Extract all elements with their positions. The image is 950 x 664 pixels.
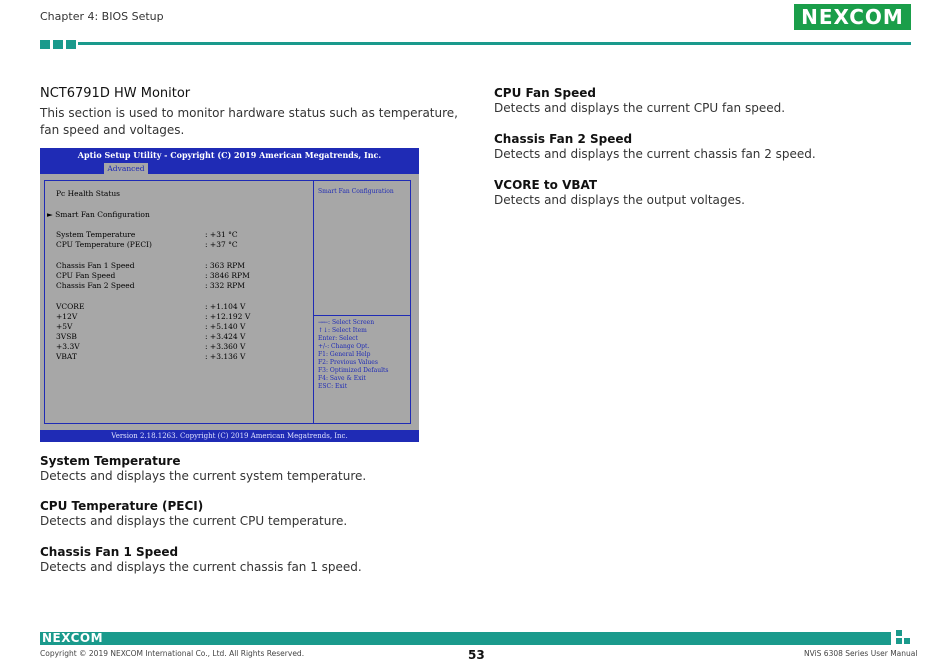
copyright: Copyright © 2019 NEXCOM International Co., Ltd. All Rights Reserved. bbox=[40, 649, 305, 658]
bios-row-value: : +3.360 V bbox=[205, 342, 246, 351]
bios-footer: Version 2.18.1263. Copyright (C) 2019 American Megatrends, Inc. bbox=[40, 430, 419, 442]
bios-row-label: VBAT bbox=[56, 352, 77, 361]
bios-row-label: +5V bbox=[56, 322, 73, 331]
header-square bbox=[53, 40, 63, 49]
bios-row-value: : +37 °C bbox=[205, 240, 238, 249]
section-intro: This section is used to monitor hardware status such as temperature, fan speed and voltages. bbox=[40, 106, 458, 137]
bios-row-label: CPU Fan Speed bbox=[56, 271, 116, 280]
item-text: Detects and displays the output voltages. bbox=[494, 193, 745, 207]
bios-row-label: Chassis Fan 1 Speed bbox=[56, 261, 135, 270]
header-rule bbox=[78, 42, 911, 45]
bios-key-hint: →←: Select Screen bbox=[318, 319, 375, 326]
item-text: Detects and displays the current chassis fan 1 speed. bbox=[40, 560, 362, 574]
bios-row-value: : +5.140 V bbox=[205, 322, 246, 331]
item-heading: VCORE to VBAT bbox=[494, 178, 598, 192]
bios-row-label: VCORE bbox=[56, 302, 85, 311]
bios-row-label: CPU Temperature (PECI) bbox=[56, 240, 152, 249]
item-text: Detects and displays the current CPU temperature. bbox=[40, 514, 348, 528]
bios-row-value: : +31 °C bbox=[205, 230, 238, 239]
bios-row-label: +12V bbox=[56, 312, 78, 321]
bios-row-label: Chassis Fan 2 Speed bbox=[56, 281, 135, 290]
chapter-title: Chapter 4: BIOS Setup bbox=[40, 10, 164, 23]
footer-square bbox=[896, 630, 902, 636]
bios-submenu-smart-fan[interactable]: ► Smart Fan Configuration bbox=[47, 210, 150, 219]
item-heading: CPU Fan Speed bbox=[494, 86, 596, 100]
section-title: NCT6791D HW Monitor bbox=[40, 86, 191, 101]
item-text: Detects and displays the current CPU fan speed. bbox=[494, 101, 786, 115]
bios-divider bbox=[313, 180, 314, 424]
bios-row-value: : +3.136 V bbox=[205, 352, 246, 361]
page-number: 53 bbox=[468, 648, 485, 662]
bios-row-value: : +12.192 V bbox=[205, 312, 251, 321]
bios-section-heading: Pc Health Status bbox=[56, 189, 121, 198]
bios-key-hint: +/-: Change Opt. bbox=[318, 343, 370, 350]
bios-row-label: 3VSB bbox=[56, 332, 77, 341]
footer-bar bbox=[40, 632, 891, 645]
bios-key-hint: F2: Previous Values bbox=[318, 359, 378, 366]
bios-key-hint: ↑↓: Select Item bbox=[318, 327, 367, 334]
bios-key-hint: ESC: Exit bbox=[318, 383, 348, 390]
bios-row-value: : 332 RPM bbox=[205, 281, 245, 290]
item-text: Detects and displays the current system temperature. bbox=[40, 469, 367, 483]
item-heading: System Temperature bbox=[40, 454, 181, 468]
footer-logo: NEXCOM bbox=[42, 631, 104, 645]
header-square bbox=[66, 40, 76, 49]
bios-row-label: +3.3V bbox=[56, 342, 80, 351]
item-text: Detects and displays the current chassis fan 2 speed. bbox=[494, 147, 816, 161]
bios-divider bbox=[313, 315, 411, 316]
manual-title: NViS 6308 Series User Manual bbox=[804, 649, 918, 658]
logo-text: NEXCOM bbox=[801, 5, 904, 29]
bios-screen bbox=[40, 148, 419, 442]
item-heading: Chassis Fan 1 Speed bbox=[40, 545, 179, 559]
bios-help-title: Smart Fan Configuration bbox=[318, 188, 394, 195]
bios-row-value: : 3846 RPM bbox=[205, 271, 250, 280]
bios-row-value: : 363 RPM bbox=[205, 261, 245, 270]
bios-row-label: System Temperature bbox=[56, 230, 136, 239]
bios-row-value: : +3.424 V bbox=[205, 332, 246, 341]
item-heading: CPU Temperature (PECI) bbox=[40, 499, 204, 513]
nexcom-logo bbox=[794, 4, 911, 30]
header-square bbox=[40, 40, 50, 49]
bios-key-hint: F3: Optimized Defaults bbox=[318, 367, 389, 374]
bios-row-value: : +1.104 V bbox=[205, 302, 246, 311]
bios-key-hint: F4: Save & Exit bbox=[318, 375, 366, 382]
bios-key-hint: F1: General Help bbox=[318, 351, 371, 358]
footer-square bbox=[904, 638, 910, 644]
bios-tab-advanced[interactable]: Advanced bbox=[104, 163, 148, 174]
footer-square bbox=[896, 638, 902, 644]
item-heading: Chassis Fan 2 Speed bbox=[494, 132, 633, 146]
bios-key-hint: Enter: Select bbox=[318, 335, 358, 342]
bios-title: Aptio Setup Utility - Copyright (C) 2019 American Megatrends, Inc. bbox=[77, 150, 382, 160]
bios-submenu-label: Smart Fan Configuration bbox=[55, 210, 150, 219]
